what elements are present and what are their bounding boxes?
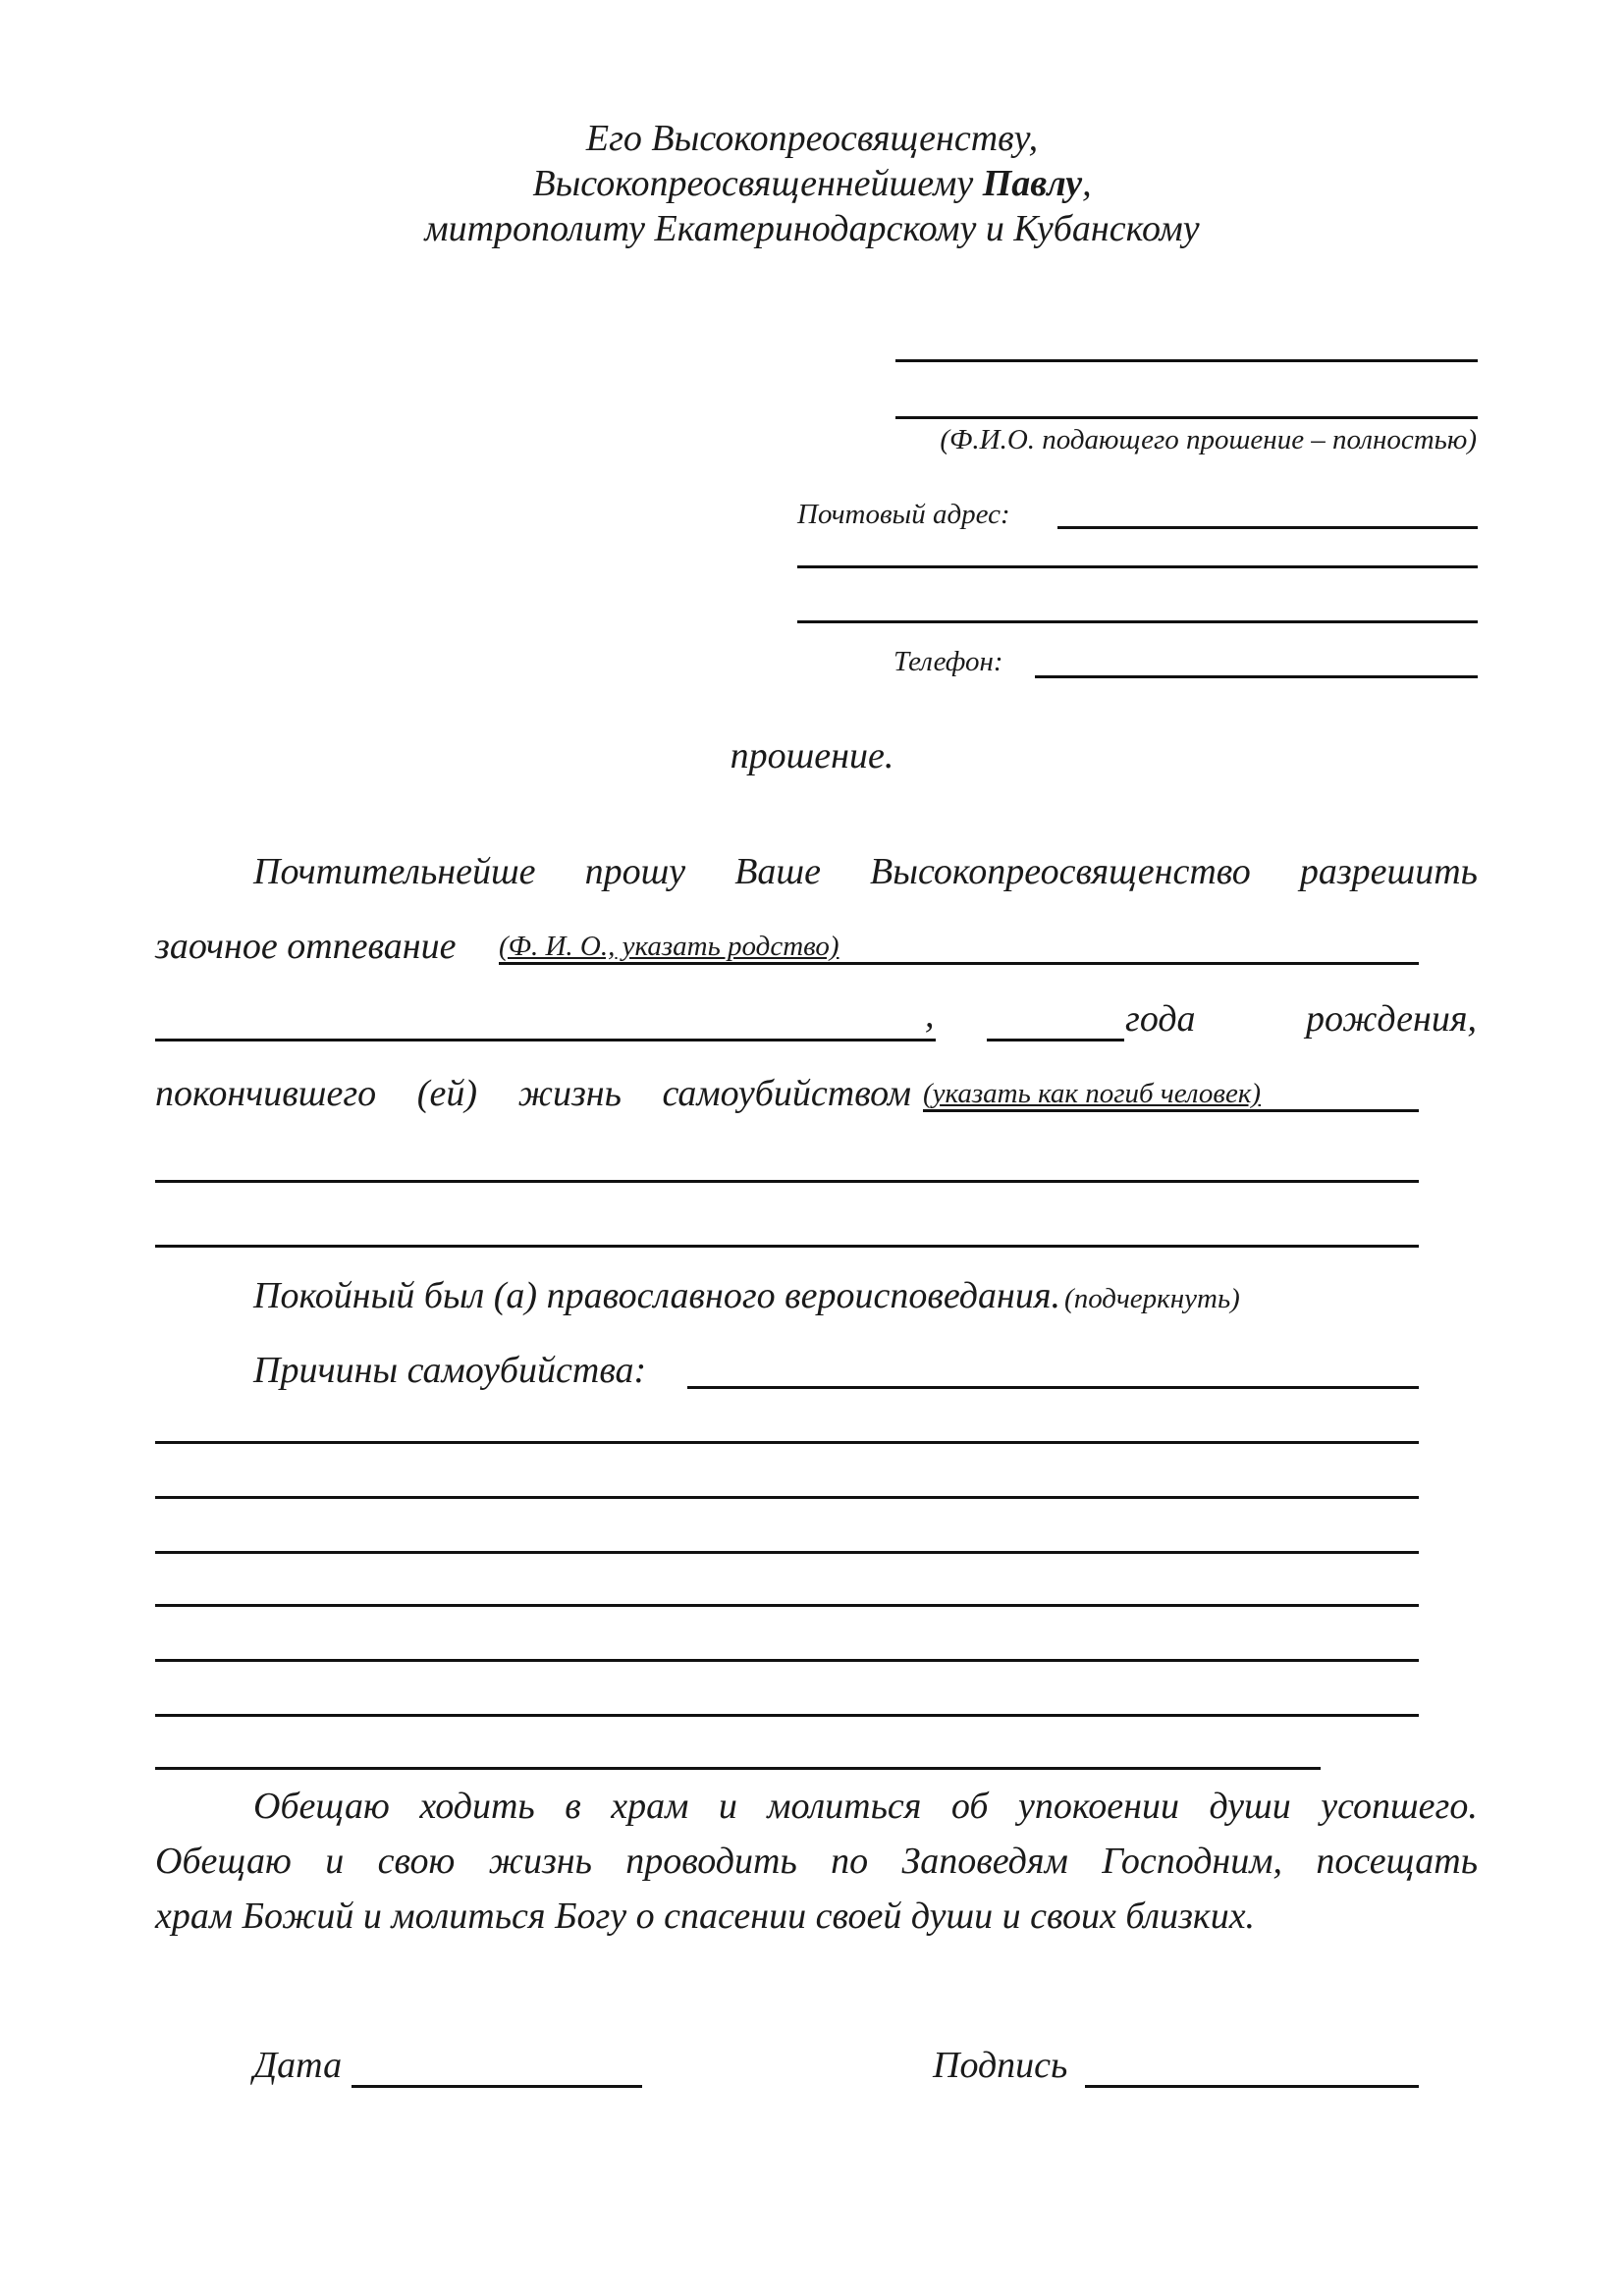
addressee-line-1: Его Высокопреосвященству, (585, 118, 1039, 159)
suicide-line: покончившего (ей) жизнь самоубийством (155, 1073, 911, 1114)
addressee-name: Павлу (982, 163, 1083, 204)
faith-text: Покойный был (а) православного вероисповедания. (253, 1275, 1061, 1316)
comma: , (925, 994, 935, 1036)
date-field-line[interactable] (352, 2085, 642, 2088)
addressee-line-3: митрополиту Екатеринодарскому и Кубанскому (424, 208, 1200, 249)
funeral-label: заочное отпевание (155, 926, 457, 967)
circumstances-line-1[interactable] (155, 1180, 1419, 1183)
phone-label: Телефон: (893, 646, 1003, 677)
reasons-line-0[interactable] (687, 1386, 1419, 1389)
signature-field-line[interactable] (1085, 2085, 1419, 2088)
addressee-line-2: Высокопреосвященнейшему Павлу, (532, 163, 1092, 204)
request-line-1: Почтительнейше прошу Ваше Высокопреосвященство разрешить (253, 851, 1478, 892)
reasons-line-6[interactable] (155, 1714, 1419, 1717)
reasons-line-1[interactable] (155, 1441, 1419, 1444)
address-field-line-3[interactable] (797, 620, 1478, 623)
promise-line-3: храм Божий и молиться Богу о спасении своей души и своих близких. (155, 1896, 1256, 1937)
reasons-label: Причины самоубийства: (253, 1350, 647, 1391)
reasons-line-4[interactable] (155, 1604, 1419, 1607)
reasons-line-7[interactable] (155, 1767, 1321, 1770)
birth-year-line[interactable] (987, 1039, 1124, 1041)
date-label: Дата (253, 2045, 343, 2086)
document-title: прошение. (730, 735, 894, 776)
address-label: Почтовый адрес: (797, 499, 1010, 530)
promise-line-1: Обещаю ходить в храм и молиться об упокоении души усопшего. (253, 1786, 1478, 1827)
funeral-hint: (Ф. И. О., указать родство) (499, 931, 839, 962)
address-field-line-1[interactable] (1057, 526, 1478, 529)
funeral-name-line-2[interactable] (155, 1039, 936, 1041)
funeral-name-line[interactable] (499, 962, 1419, 965)
suicide-field-line[interactable] (923, 1109, 1419, 1112)
birth-word: рождения, (1306, 998, 1477, 1040)
faith-hint: (подчеркнуть) (1064, 1283, 1240, 1314)
address-field-line-2[interactable] (797, 565, 1478, 568)
faith-statement (253, 1274, 1240, 1317)
fio-field-line-2[interactable] (895, 416, 1478, 419)
reasons-line-2[interactable] (155, 1496, 1419, 1499)
reasons-line-3[interactable] (155, 1551, 1419, 1554)
circumstances-line-2[interactable] (155, 1245, 1419, 1248)
signature-label: Подпись (933, 2045, 1068, 2086)
addressee-header (0, 116, 1624, 251)
suicide-hint: (указать как погиб человек) (923, 1078, 1262, 1109)
phone-field-line[interactable] (1035, 675, 1478, 678)
year-word: года (1125, 998, 1196, 1040)
promise-line-2: Обещаю и свою жизнь проводить по Заповедям Господним, посещать (155, 1841, 1478, 1882)
fio-field-line-1[interactable] (895, 359, 1478, 362)
reasons-line-5[interactable] (155, 1659, 1419, 1662)
fio-caption: (Ф.И.О. подающего прошение – полностью) (940, 424, 1477, 455)
